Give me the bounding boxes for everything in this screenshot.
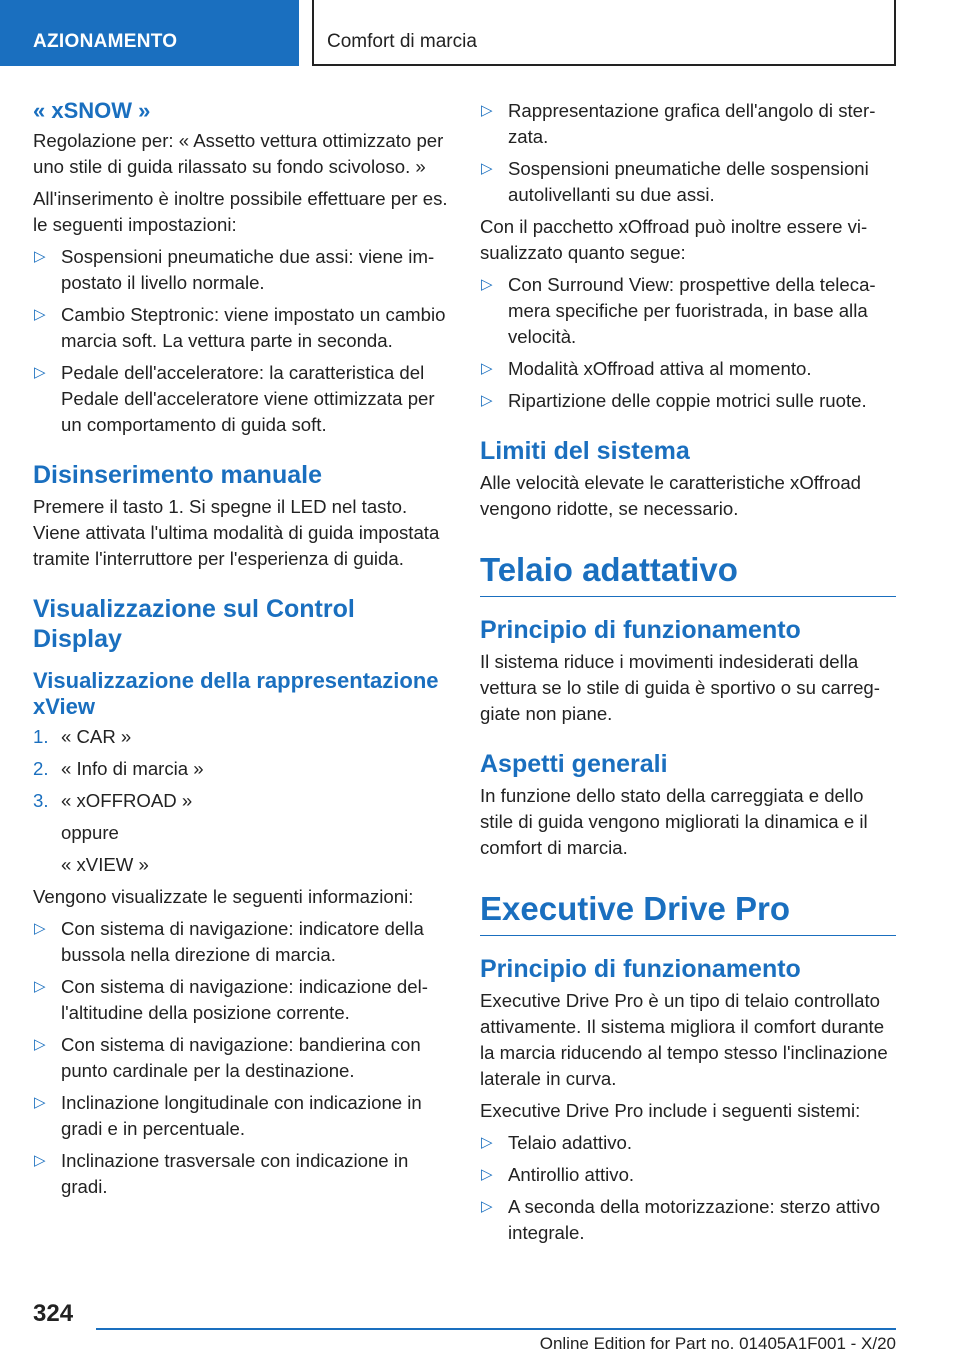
offroad-intro: Con il pacchetto xOffroad può inoltre essere visualizzato quanto segue: <box>480 216 868 263</box>
list-item: ▷ Sospensioni pneumatiche due assi: viene impostato il livello normale. <box>34 246 435 293</box>
bullet-arrow-icon: ▷ <box>481 392 493 409</box>
chapter-tab: Comfort di marcia <box>312 0 896 66</box>
list-item: ▷ Ripartizione delle coppie motrici sulle ruote. <box>480 388 896 414</box>
adaptive-chassis-title: Telaio adattativo <box>480 550 896 597</box>
list-item: ▷ Con sistema di navigazione: indicatore della bussola nella direzione di marcia. <box>34 918 424 965</box>
bullet-arrow-icon: ▷ <box>481 1166 493 1183</box>
bullet-arrow-icon: ▷ <box>34 1094 46 1111</box>
list-item: ▷ Modalità xOffroad attiva al momento. <box>480 356 896 382</box>
list-item: ▷ Con sistema di navigazione: bandierina con punto cardinale per la destinazione. <box>34 1034 421 1081</box>
offroad-bullet-list <box>480 272 896 414</box>
edp-bullet-list <box>480 1130 896 1246</box>
page-header <box>0 0 960 66</box>
list-item: ▷ A seconda della motorizzazione: sterzo attivo integrale. <box>481 1196 881 1243</box>
edp-systems-intro: Executive Drive Pro include i seguenti sistemi: <box>480 1100 861 1121</box>
system-limits-title: Limiti del sistema <box>480 437 690 465</box>
step-continuation: oppure <box>61 822 119 843</box>
principle-text-2: Executive Drive Pro è un tipo di telaio controllato attivamente. Il sistema migliora il comfort durante la marcia riducendo al tempo stesso l'inclinazione laterale in curva. <box>480 990 888 1089</box>
xview-title: Visualizzazione della rappresentazione xView <box>33 668 439 719</box>
principle-text-1: Il sistema riduce i movimenti indesiderati della vettura se lo stile di guida è sportivo o su carreggiate non piane. <box>480 651 880 724</box>
list-item: ▷ Sospensioni pneumatiche delle sospensioni autolivellanti su due assi. <box>481 158 869 205</box>
bullet-arrow-icon: ▷ <box>34 364 46 381</box>
manual-disable-title: Disinserimento manuale <box>33 461 322 489</box>
xsnow-settings-intro: All'inserimento è inoltre possibile effettuare per es. le seguenti impostazioni: <box>33 188 448 235</box>
xview-steps <box>33 724 448 878</box>
step-item: 3. « xOFFROAD » <box>33 790 193 811</box>
bullet-arrow-icon: ▷ <box>481 102 493 119</box>
section-tab: AZIONAMENTO <box>0 0 299 66</box>
list-item: ▷ Inclinazione longitudinale con indicazione in gradi e in percentuale. <box>34 1092 422 1139</box>
bullet-arrow-icon: ▷ <box>34 1152 46 1169</box>
step-item: 1. « CAR » <box>33 726 132 747</box>
list-item: ▷ Cambio Steptronic: viene impostato un cambio marcia soft. La vettura parte in seconda. <box>34 304 446 351</box>
general-aspects-title: Aspetti generali <box>480 750 668 778</box>
control-display-title: Visualizzazione sul Control Display <box>33 595 355 653</box>
bullet-arrow-icon: ▷ <box>481 360 493 377</box>
top-bullet-list <box>480 98 896 208</box>
bullet-arrow-icon: ▷ <box>481 1198 493 1215</box>
bullet-arrow-icon: ▷ <box>481 1134 493 1151</box>
principle-title-1: Principio di funzionamento <box>480 616 801 644</box>
xsnow-title: « xSNOW » <box>33 98 151 123</box>
info-intro: Vengono visualizzate le seguenti informazioni: <box>33 886 414 907</box>
executive-drive-pro-title: Executive Drive Pro <box>480 889 896 936</box>
principle-title-2: Principio di funzionamento <box>480 955 801 983</box>
left-column <box>33 98 448 1206</box>
right-column <box>480 98 896 1252</box>
list-item: ▷ Telaio adattivo. <box>480 1130 896 1156</box>
general-aspects-text: In funzione dello stato della carreggiata e dello stile di guida vengono migliorati la dinamica e il comfort di marcia. <box>480 785 868 858</box>
bullet-arrow-icon: ▷ <box>34 1036 46 1053</box>
edition-info: Online Edition for Part no. 01405A1F001 - X/20 <box>539 1334 896 1353</box>
bullet-arrow-icon: ▷ <box>481 276 493 293</box>
list-item: ▷ Inclinazione trasversale con indicazione in gradi. <box>34 1150 409 1197</box>
list-item: ▷ Con sistema di navigazione: indicazione dell'altitudine della posizione corrente. <box>34 976 428 1023</box>
bullet-arrow-icon: ▷ <box>481 160 493 177</box>
list-item: ▷ Rappresentazione grafica dell'angolo di sterzata. <box>481 100 876 147</box>
step-continuation: « xVIEW » <box>61 854 149 875</box>
list-item: ▷ Pedale dell'acceleratore: la caratteristica del Pedale dell'acceleratore viene ottimizzata per un comportamento di guida soft. <box>34 362 435 435</box>
step-item: 2. « Info di marcia » <box>33 758 204 779</box>
bullet-arrow-icon: ▷ <box>34 248 46 265</box>
xsnow-description: Regolazione per: « Assetto vettura ottimizzato per uno stile di guida rilassato su fondo scivoloso. » <box>33 130 444 177</box>
list-item: ▷ Con Surround View: prospettive della telecamera specifiche per fuoristrada, in base alla velocità. <box>481 274 876 347</box>
bullet-arrow-icon: ▷ <box>34 306 46 323</box>
info-bullet-list <box>33 916 448 1200</box>
list-item: ▷ Antirollio attivo. <box>480 1162 896 1188</box>
xsnow-bullet-list <box>33 244 448 438</box>
page-number: 324 <box>33 1300 74 1327</box>
bullet-arrow-icon: ▷ <box>34 978 46 995</box>
footer-divider <box>96 1328 896 1330</box>
manual-disable-text: Premere il tasto 1. Si spegne il LED nel tasto. Viene attivata l'ultima modalità di guida impostata tramite l'interruttore per l'esperienza di guida. <box>33 496 440 569</box>
system-limits-text: Alle velocità elevate le caratteristiche xOffroad vengono ridotte, se necessario. <box>480 472 862 519</box>
bullet-arrow-icon: ▷ <box>34 920 46 937</box>
